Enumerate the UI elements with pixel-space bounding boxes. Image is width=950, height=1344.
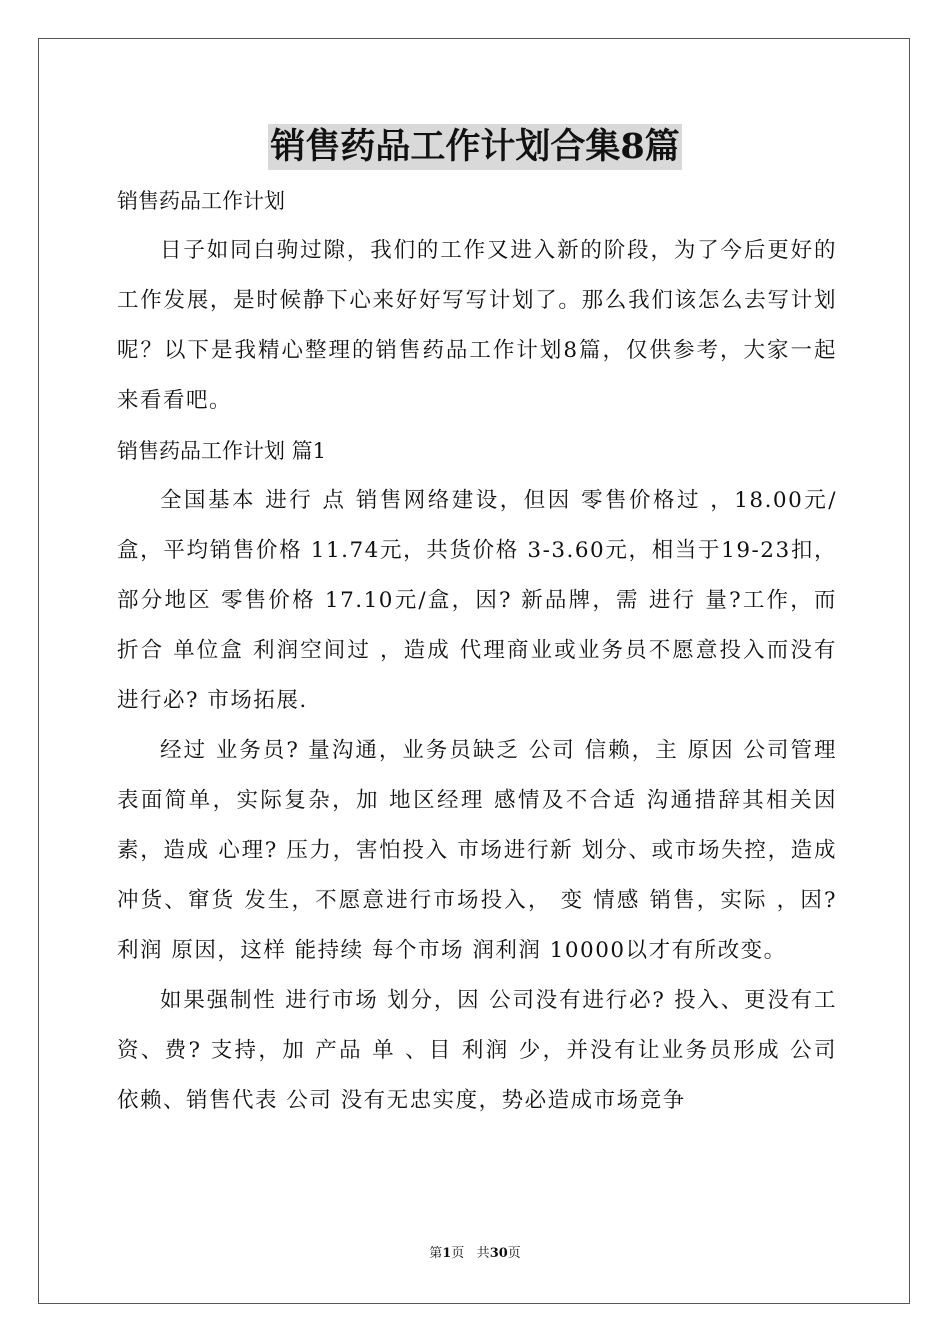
footer-total-suffix: 页: [507, 1246, 521, 1261]
footer-page-number: 1: [442, 1246, 452, 1261]
body-paragraph-1: 全国基本 进行 点 销售网络建设，但因 零售价格过 ，18.00元/盒，平均销售价格 11.74元，共货价格 3-3.60元，相当于19-23扣，部分地区 零售价格 17.10元/盒，因? 新品牌，需 进行 量?工作，而折合 单位盒 利润空间过 ，造成 代理商业或业务员不愿意投入而没有进行必? 市场拓展.: [117, 488, 837, 713]
body-paragraph-2: 经过 业务员? 量沟通，业务员缺乏 公司 信赖，主 原因 公司管理表面简单，实际复杂，加 地区经理 感情及不合适 沟通措辞其相关因素，造成 心理? 压力，害怕投入 市场进行新 划分、或市场失控，造成冲货、窜货 发生，不愿意进行市场投入， 变 情感 销售，实际 ，因? 利润 原因，这样 能持续 每个市场 润利润 10000以才有所改变。: [117, 738, 837, 963]
footer-page-suffix: 页: [451, 1246, 465, 1261]
footer-total-pages: 30: [489, 1246, 508, 1261]
document-body: [117, 176, 837, 1126]
intro-heading: 销售药品工作计划: [117, 189, 285, 213]
intro-paragraph: 日子如同白驹过隙，我们的工作又进入新的阶段，为了今后更好的工作发展，是时候静下心来好好写写计划了。那么我们该怎么去写计划呢？以下是我精心整理的销售药品工作计划8篇，仅供参考，大家一起来看看吧。: [117, 238, 837, 413]
document-title: 销售药品工作计划合集8篇: [268, 124, 681, 170]
title-container: [0, 124, 950, 170]
body-paragraph-3: 如果强制性 进行市场 划分，因 公司没有进行必? 投入、更没有工资、费? 支持，加 产品 单 、目 利润 少，并没有让业务员形成 公司 依赖、销售代表 公司 没有无忠实度，势必造成市场竞争: [117, 988, 837, 1113]
footer-total-prefix: 共: [476, 1246, 490, 1261]
page-footer: [0, 1244, 950, 1264]
footer-prefix: 第: [429, 1246, 443, 1261]
section-heading: 销售药品工作计划 篇1: [117, 439, 327, 463]
